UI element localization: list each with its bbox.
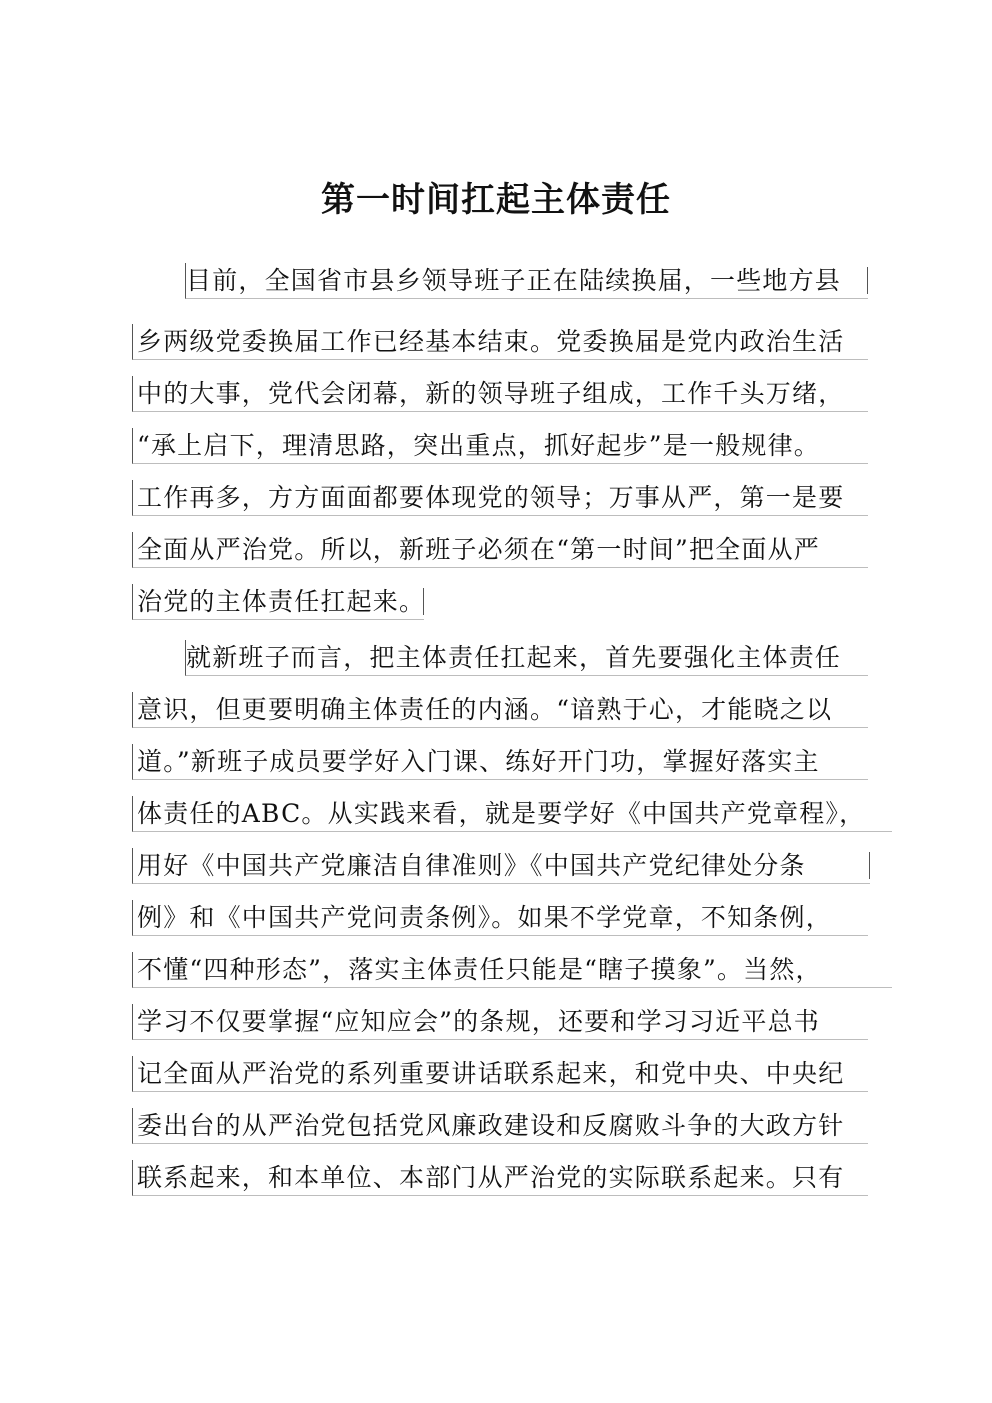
text-line: 就新班子而言，把主体责任扛起来，首先要强化主体责任 xyxy=(185,640,868,676)
text-line: 道。”新班子成员要学好入门课、练好开门功，掌握好落实主 xyxy=(132,744,868,780)
text-line: 记全面从严治党的系列重要讲话联系起来，和党中央、中央纪 xyxy=(132,1056,868,1092)
text-line: 治党的主体责任扛起来。 xyxy=(132,584,424,620)
text-line: 乡两级党委换届工作已经基本结束。党委换届是党内政治生活 xyxy=(132,324,868,360)
text-line: 全面从严治党。所以，新班子必须在“第一时间”把全面从严 xyxy=(132,532,868,568)
text-line: 体责任的ABC。从实践来看，就是要学好《中国共产党章程》， xyxy=(132,796,892,832)
text-line: 不懂“四种形态”，落实主体责任只能是“瞎子摸象”。当然， xyxy=(132,952,892,988)
text-line: 委出台的从严治党包括党风廉政建设和反腐败斗争的大政方针 xyxy=(132,1108,868,1144)
text-line: 意识，但更要明确主体责任的内涵。“谙熟于心，才能晓之以 xyxy=(132,692,868,728)
text-line: 联系起来，和本单位、本部门从严治党的实际联系起来。只有 xyxy=(132,1160,868,1196)
text-line: 工作再多，方方面面都要体现党的领导；万事从严，第一是要 xyxy=(132,480,868,516)
text-line: 目前，全国省市县乡领导班子正在陆续换届，一些地方县 xyxy=(185,263,868,299)
document-title: 第一时间扛起主体责任 xyxy=(321,180,671,220)
text-line: 学习不仅要掌握“应知应会”的条规，还要和学习习近平总书 xyxy=(132,1004,868,1040)
text-line: 用好《中国共产党廉洁自律准则》《中国共产党纪律处分条 xyxy=(132,848,870,884)
text-line: 例》和《中国共产党问责条例》。如果不学党章，不知条例， xyxy=(132,900,868,936)
text-line: “承上启下，理清思路，突出重点，抓好起步”是一般规律。 xyxy=(132,428,868,464)
text-line: 中的大事，党代会闭幕，新的领导班子组成，工作千头万绪， xyxy=(132,376,868,412)
